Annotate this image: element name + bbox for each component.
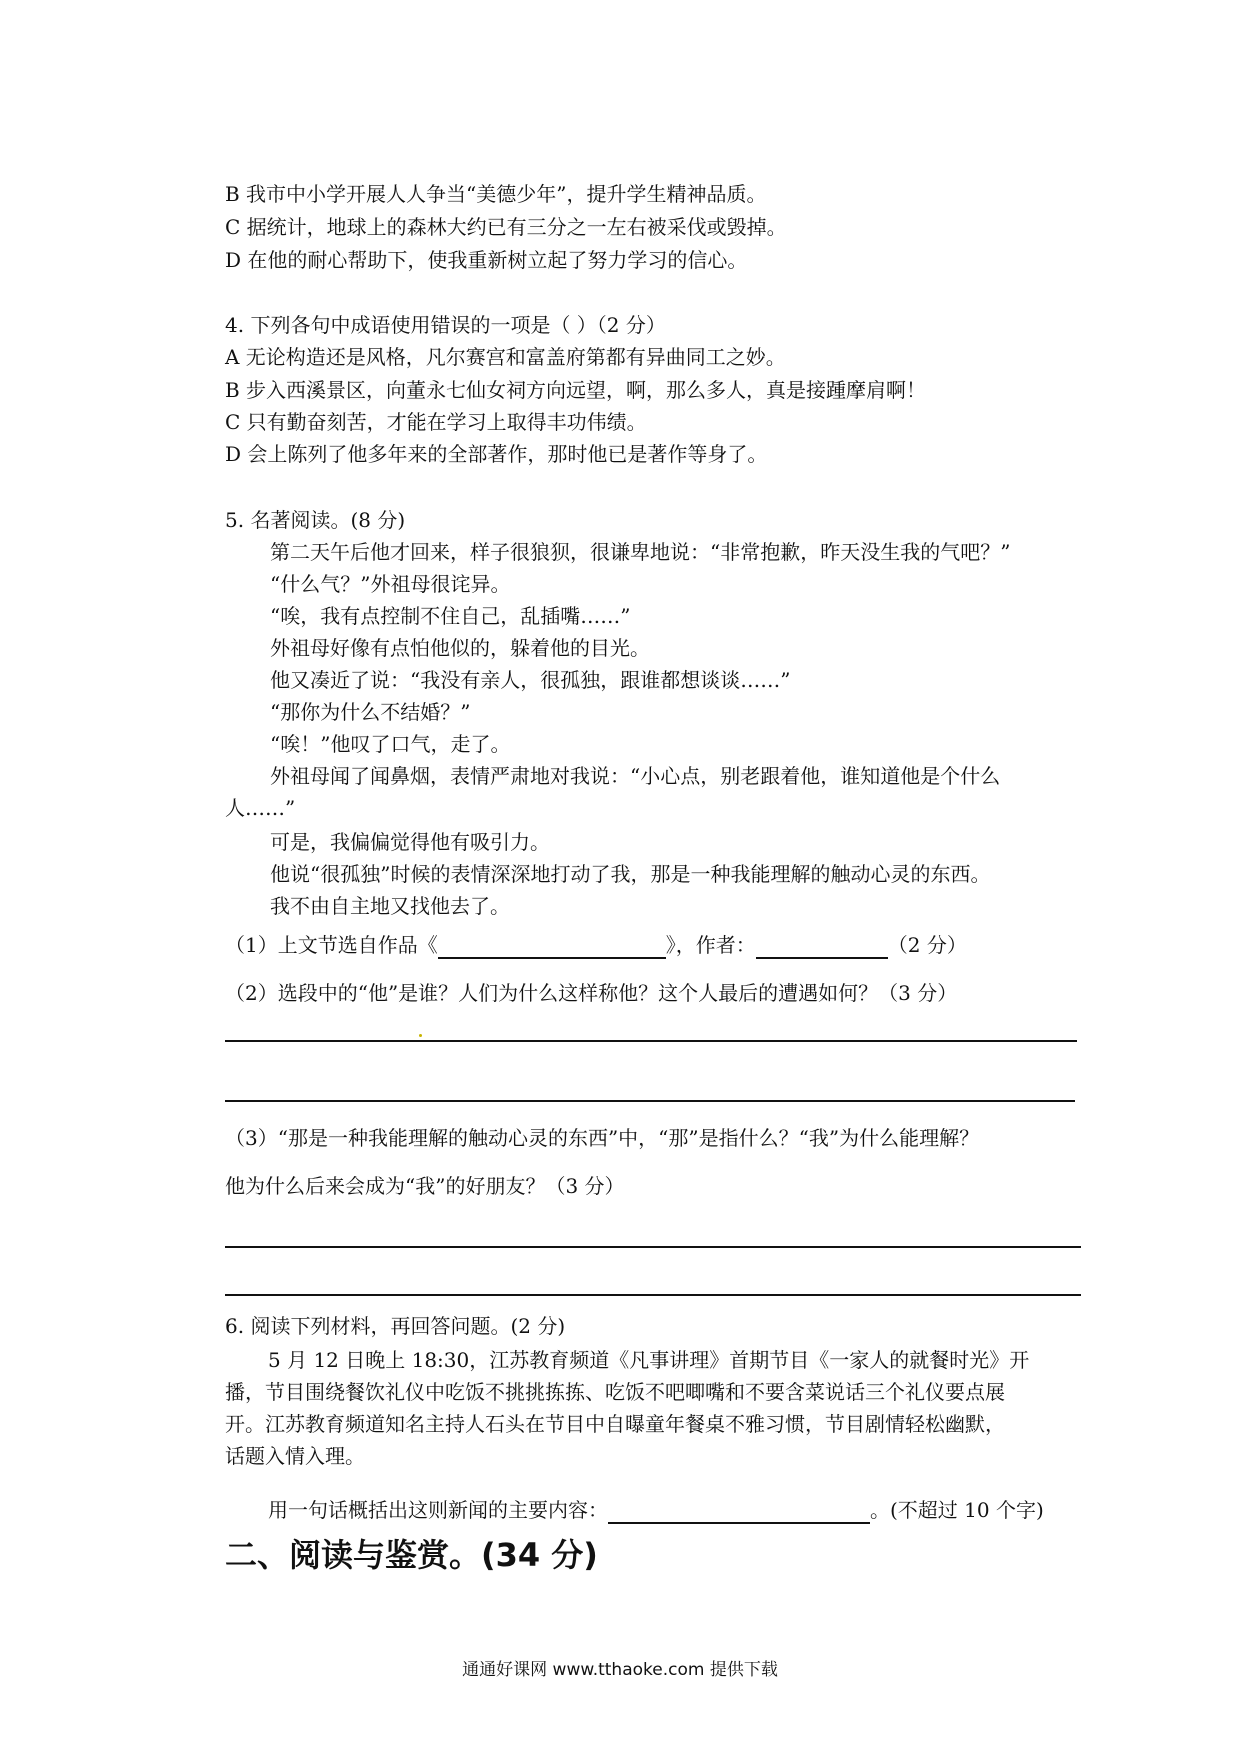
q4-option-a: A 无论构造还是风格，凡尔赛宫和富盖府第都有异曲同工之妙。 <box>225 345 786 369</box>
q5-passage-line: 可是，我偏偏觉得他有吸引力。 <box>270 830 550 854</box>
q5-sub1-middle: 》，作者： <box>665 933 756 957</box>
section-heading: 二、阅读与鉴赏。(34 分) <box>225 1536 598 1574</box>
q3-option-d: D 在他的耐心帮助下，使我重新树立起了努力学习的信心。 <box>225 248 748 272</box>
q5-stem: 5. 名著阅读。(8 分) <box>225 508 406 532</box>
q5-passage-line: 他又凑近了说：“我没有亲人，很孤独，跟谁都想谈谈……” <box>270 668 791 692</box>
q5-sub1-prefix: （1）上文节选自作品《 <box>225 933 438 957</box>
q6-passage-line: 5 月 12 日晚上 18:30，江苏教育频道《凡事讲理》首期节目《一家人的就餐时光》开 <box>268 1348 1030 1372</box>
q6-stem: 6. 阅读下列材料，再回答问题。(2 分) <box>225 1314 566 1338</box>
q6-prompt-limit: 。(不超过 10 个字) <box>870 1498 1044 1522</box>
q6-passage-line: 开。江苏教育频道知名主持人石头在节目中自曝童年餐桌不雅习惯，节目剧情轻松幽默， <box>225 1412 1005 1436</box>
summary-blank[interactable] <box>608 1500 870 1524</box>
q5-passage-line: 我不由自主地又找他去了。 <box>270 894 510 918</box>
answer-line[interactable] <box>225 1294 1081 1296</box>
q5-sub2: （2）选段中的“他”是谁？人们为什么这样称他？这个人最后的遭遇如何？（3 分） <box>225 981 958 1005</box>
q6-passage-line: 话题入情入理。 <box>225 1444 365 1468</box>
q5-sub1 <box>225 931 967 959</box>
q5-passage-line: 外祖母闻了闻鼻烟，表情严肃地对我说：“小心点，别老跟着他，谁知道他是个什么 <box>270 764 1001 788</box>
q5-passage-line: “什么气？”外祖母很诧异。 <box>270 572 511 596</box>
author-blank[interactable] <box>756 935 888 959</box>
q5-passage-line: “唉，我有点控制不住自己，乱插嘴……” <box>270 604 631 628</box>
q5-sub1-score: （2 分） <box>887 933 967 957</box>
answer-line[interactable] <box>225 1100 1075 1102</box>
q5-passage-line: “唉！”他叹了口气，走了。 <box>270 732 511 756</box>
work-title-blank[interactable] <box>438 935 666 959</box>
q5-passage-line: “那你为什么不结婚？” <box>270 700 471 724</box>
q4-option-d: D 会上陈列了他多年来的全部著作，那时他已是著作等身了。 <box>225 442 768 466</box>
q3-option-b: B 我市中小学开展人人争当“美德少年”，提升学生精神品质。 <box>225 182 767 206</box>
answer-line[interactable] <box>225 1040 1077 1042</box>
footer-credit: 通通好课网 www.tthaoke.com 提供下载 <box>462 1660 778 1680</box>
q5-passage-line: 第二天午后他才回来，样子很狼狈，很谦卑地说：“非常抱歉，昨天没生我的气吧？” <box>270 540 1011 564</box>
q5-passage-line: 人……” <box>225 796 296 820</box>
q3-option-c: C 据统计，地球上的森林大约已有三分之一左右被采伐或毁掉。 <box>225 215 787 239</box>
q4-option-b: B 步入西溪景区，向董永七仙女祠方向远望，啊，那么多人，真是接踵摩肩啊！ <box>225 378 927 402</box>
stray-mark <box>419 1034 422 1037</box>
q6-prompt-text: 用一句话概括出这则新闻的主要内容： <box>268 1498 608 1522</box>
q5-sub3-line2: 他为什么后来会成为“我”的好朋友？（3 分） <box>225 1174 625 1198</box>
q5-passage-line: 他说“很孤独”时候的表情深深地打动了我，那是一种我能理解的触动心灵的东西。 <box>270 862 991 886</box>
q6-passage-line: 播，节目围绕餐饮礼仪中吃饭不挑挑拣拣、吃饭不吧唧嘴和不要含菜说话三个礼仪要点展 <box>225 1380 1005 1404</box>
q4-stem: 4. 下列各句中成语使用错误的一项是（ ）（2 分） <box>225 313 666 337</box>
q4-option-c: C 只有勤奋刻苦，才能在学习上取得丰功伟绩。 <box>225 410 647 434</box>
q5-sub3-line1: （3）“那是一种我能理解的触动心灵的东西”中，“那”是指什么？“我”为什么能理解？ <box>225 1126 980 1150</box>
q6-prompt <box>268 1496 1044 1524</box>
answer-line[interactable] <box>225 1246 1081 1248</box>
q5-passage-line: 外祖母好像有点怕他似的，躲着他的目光。 <box>270 636 650 660</box>
